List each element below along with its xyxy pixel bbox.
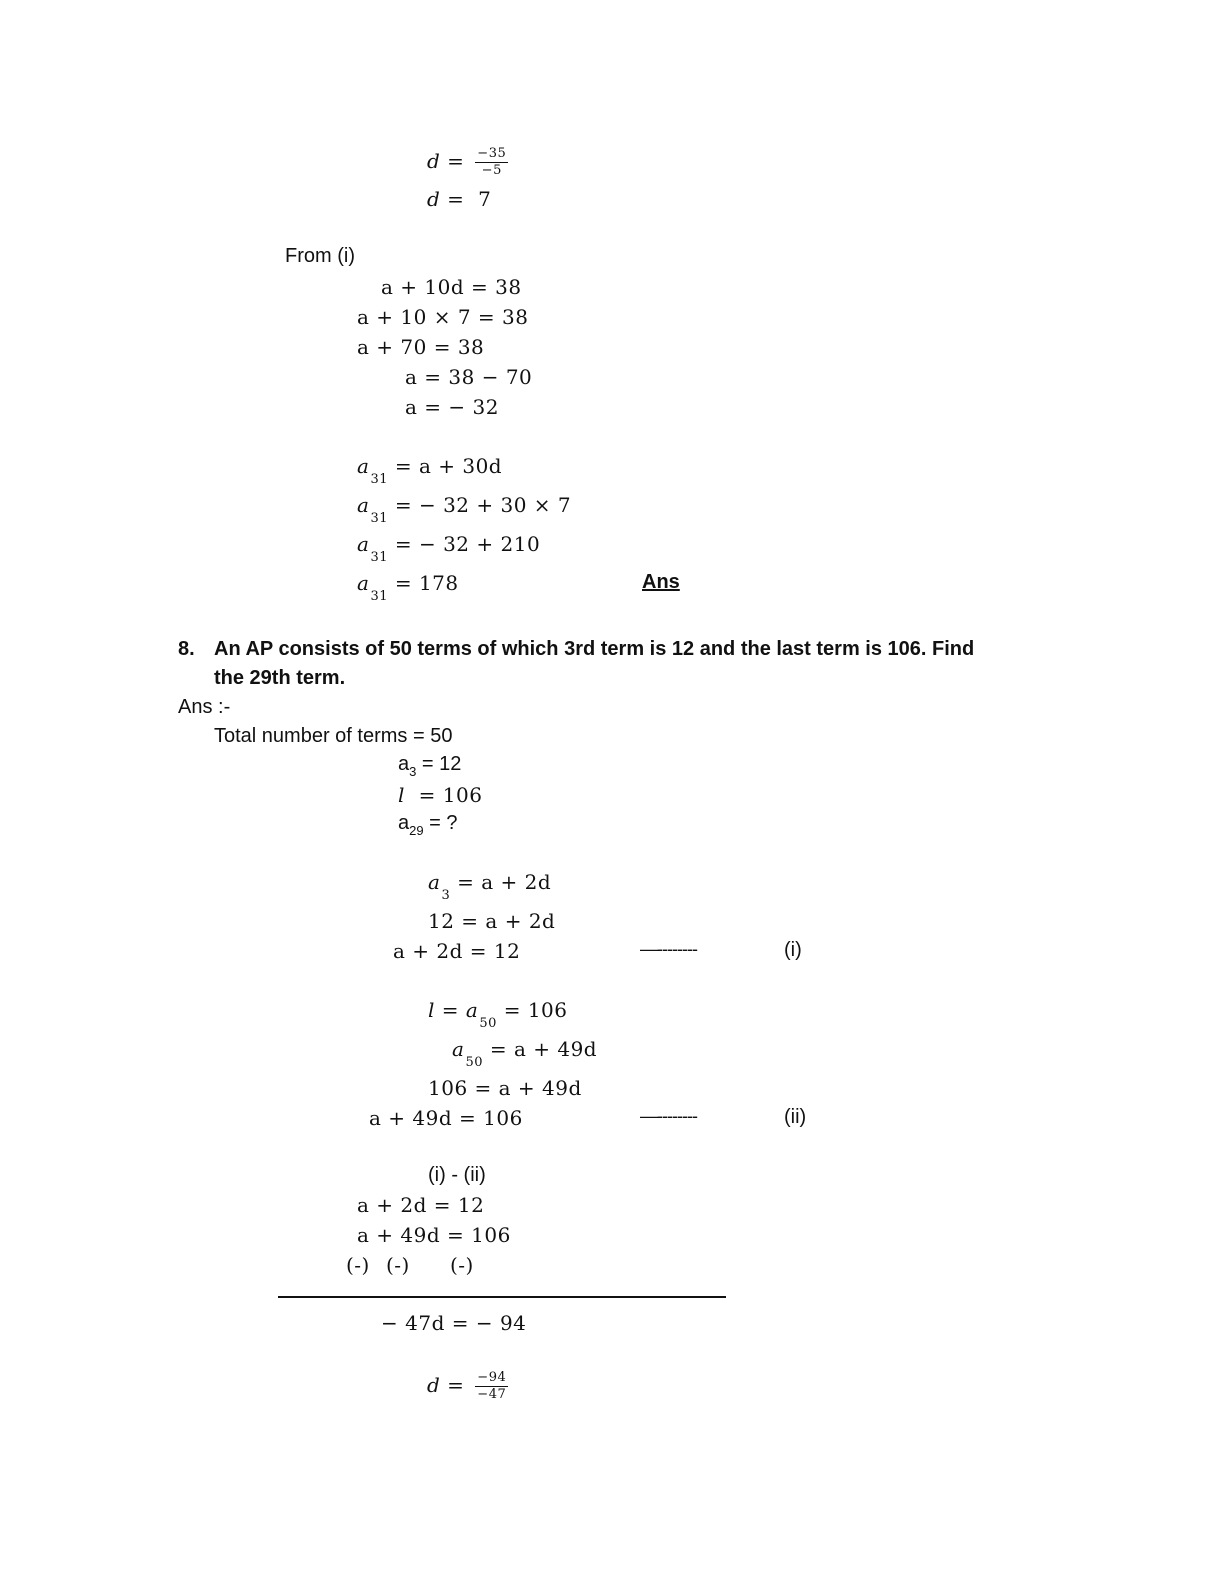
denominator: −47 <box>477 1387 507 1402</box>
from-i-line-3: a + 70 = 38 <box>357 335 485 359</box>
d-variable: d <box>427 149 441 173</box>
subtraction-title: (i) - (ii) <box>428 1164 486 1186</box>
a-variable: a <box>357 493 370 517</box>
a31-rhs: = 178 <box>394 571 459 595</box>
eq1-dash-marker: —-------- <box>640 939 697 959</box>
numerator: −35 <box>477 146 507 161</box>
question-text-line-1: An AP consists of 50 terms of which 3rd term is 12 and the last term is 106. Find <box>214 638 975 660</box>
eq2-line-3: 106 = a + 49d <box>428 1076 582 1100</box>
question-number: 8. <box>178 638 195 660</box>
eq2-label: (ii) <box>784 1106 807 1128</box>
from-i-line-4: a = 38 − 70 <box>405 365 533 389</box>
l-variable: l <box>398 783 405 807</box>
subtraction-divider <box>278 1296 726 1298</box>
a-variable: a <box>398 753 410 775</box>
answer-label: Ans :- <box>178 696 231 718</box>
eq1-line-2: 12 = a + 2d <box>428 909 556 933</box>
a-variable: a <box>357 454 370 478</box>
sign-2: (-) <box>386 1253 410 1277</box>
fraction <box>475 1370 508 1403</box>
denominator: −5 <box>481 163 502 178</box>
subscript: 3 <box>441 888 451 903</box>
a-variable: a <box>398 812 410 834</box>
subscript: 29 <box>409 823 424 838</box>
subtraction-result: − 47d = − 94 <box>381 1311 527 1335</box>
eq2-line-1 <box>428 998 568 1031</box>
fraction <box>475 146 508 179</box>
d-variable: d <box>427 187 441 211</box>
subscript: 3 <box>409 764 417 779</box>
numerator: −94 <box>477 1370 507 1385</box>
from-i-line-5: a = − 32 <box>405 395 499 419</box>
rhs: = a + 2d <box>457 870 552 894</box>
rhs: = 106 <box>503 998 568 1022</box>
sign-1: (-) <box>346 1253 370 1277</box>
value: = 106 <box>418 783 483 807</box>
subscript: 31 <box>370 589 388 604</box>
d-variable: d <box>427 1373 441 1397</box>
subtraction-row-2: a + 49d = 106 <box>357 1223 511 1247</box>
a31-line-2 <box>357 493 572 526</box>
from-i-line-1: a + 10d = 38 <box>381 275 522 299</box>
eq2-line-2 <box>452 1037 598 1070</box>
eq2-dash-marker: —-------- <box>640 1106 697 1126</box>
eq1-label: (i) <box>784 939 802 961</box>
value: = ? <box>429 812 458 834</box>
a-variable: a <box>357 571 370 595</box>
d-value: 7 <box>478 187 492 211</box>
l-variable: l = <box>428 998 460 1022</box>
a-variable: a <box>452 1037 465 1061</box>
given-a3 <box>398 753 462 779</box>
eq1-line-3: a + 2d = 12 <box>393 939 521 963</box>
subscript: 31 <box>370 511 388 526</box>
a31-rhs: = − 32 + 30 × 7 <box>394 493 572 517</box>
eq1-line-1 <box>428 870 552 903</box>
total-terms: Total number of terms = 50 <box>214 725 453 747</box>
subscript: 31 <box>370 550 388 565</box>
eq2-line-4: a + 49d = 106 <box>369 1106 523 1130</box>
subscript: 50 <box>465 1055 483 1070</box>
rhs: = a + 49d <box>489 1037 598 1061</box>
subtraction-row-1: a + 2d = 12 <box>357 1193 485 1217</box>
d-fraction-equation-2: d = $\frac{-94}{-47}$ <box>427 1370 507 1402</box>
d-fraction-equation: d = $\frac{-35}{-5}$ <box>427 146 507 178</box>
from-i-line-2: a + 10 × 7 = 38 <box>357 305 529 329</box>
d-value-equation: d = 7 <box>427 187 492 211</box>
given-a29 <box>398 812 458 838</box>
given-l <box>398 783 482 807</box>
sign-3: (-) <box>450 1253 474 1277</box>
question-text-line-2: the 29th term. <box>214 667 346 689</box>
a31-rhs: = a + 30d <box>394 454 503 478</box>
value: = 12 <box>421 753 462 775</box>
a-variable: a <box>357 532 370 556</box>
ans-marker: Ans <box>642 571 680 593</box>
from-i-label: From (i) <box>285 245 355 267</box>
a31-line-1 <box>357 454 503 487</box>
a31-rhs: = − 32 + 210 <box>394 532 541 556</box>
a31-line-4 <box>357 571 459 604</box>
subscript: 50 <box>479 1016 497 1031</box>
a-variable: a <box>465 998 479 1022</box>
subscript: 31 <box>370 472 388 487</box>
a31-line-3 <box>357 532 541 565</box>
a-variable: a <box>428 870 441 894</box>
